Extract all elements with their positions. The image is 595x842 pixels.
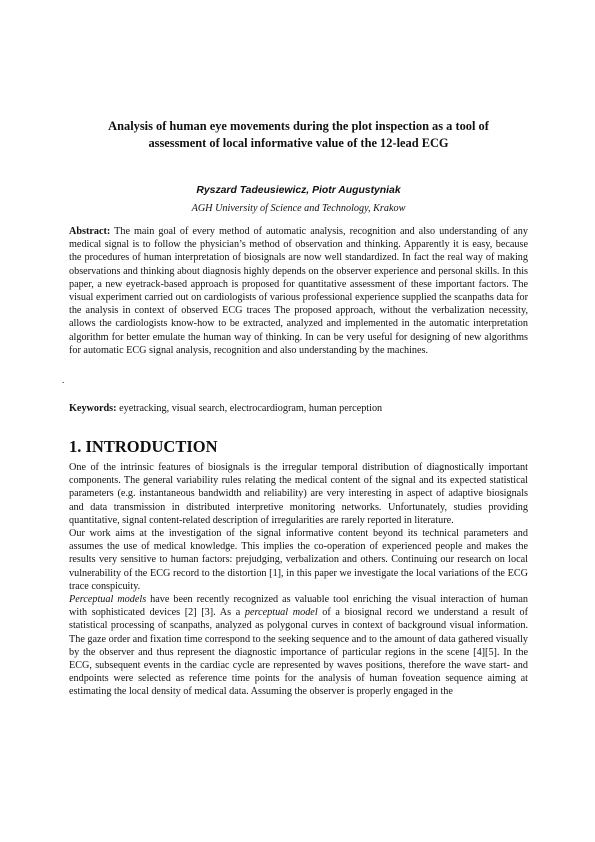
introduction-body — [69, 461, 528, 699]
paper-title-line-2: assessment of local informative value of the 12-lead ECG — [148, 136, 449, 150]
stray-mark: . — [62, 375, 65, 385]
abstract — [69, 225, 528, 357]
keywords-text: eyetracking, visual search, electrocardiogram, human perception — [119, 403, 383, 414]
paragraph-3-text-a: have been recently recognized as valuable tool enriching the visual interaction of human with sophisticated devices [2] [3]. As a — [69, 594, 528, 619]
paper-affiliation: AGH University of Science and Technology, Krakow — [191, 203, 406, 214]
paper-title-line-1: Analysis of human eye movements during the plot inspection as a tool of — [108, 119, 489, 133]
abstract-text: The main goal of every method of automatic analysis, recognition and also understanding of any medical signal is to follow the physician’s method of observation and thinking. Apparently it is easy, because the procedures of human interpretation of biosignals are now well standardized. In fact the real way of making observations and thinking about diagnosis highly depends on the observer experience and personal skills. In this paper, a new eyetrack-based approach is proposed for quantitative assessment of these important factors. The visual experiment carried out on cardiologists of various professional experience supplied the scanpaths data for the analysis in context of observed ECG traces The proposed approach, without the verbalization necessity, allows the cardiologists know-how to be extracted, analyzed and implemented in the automatic interpretation algorithm for better emulate the human way of thinking. In can be very useful for designing of new algorithms for automatic ECG signal analysis, recognition and also understanding by the machines. — [69, 226, 528, 356]
keywords-label: Keywords: — [69, 403, 117, 414]
perceptual-model-term: perceptual model — [244, 607, 318, 619]
perceptual-models-term: Perceptual models — [69, 594, 147, 606]
keywords — [69, 402, 528, 415]
section-heading-introduction: 1. INTRODUCTION — [69, 437, 218, 456]
paper-authors: Ryszard Tadeusiewicz, Piotr Augustyniak — [196, 185, 401, 196]
paper-title — [70, 118, 527, 152]
abstract-label: Abstract: — [69, 226, 111, 237]
introduction-paragraph-1: One of the intrinsic features of biosignals is the irregular temporal distribution of diagnostically important components. The general variability rules relating the medical content of the signal and its expected statistical parameters (e.g. instantaneous bandwidth and reliability) are very interesting in aspect of adaptive biosignals and data transmission in distributed interpretive monitoring networks. Unfortunately, studies providing quantitative, signal content-related description of irregularities are rarely reported in literature. — [69, 462, 528, 526]
paragraph-3-text-b: of a biosignal record we understand a result of statistical processing of scanpaths, analyzed as polygonal curves in context of background visual information. The gaze order and fixation time correspond to the seeking sequence and to the amount of data gathered visually by the observer and thus represent the diagnostic importance of particular regions in the scene [4][5]. In the ECG, subsequent events in the cardiac cycle are represented by waves positions, therefore the wave start- and endpoints were selected as reference time points for the analysis of human foveation sequence aiming at estimating the local density of medical data. Assuming the observer is properly engaged in the — [69, 607, 529, 698]
introduction-paragraph-2: Our work aims at the investigation of the signal informative content beyond its technical parameters and assumes the use of medical knowledge. This implies the co-operation of experienced people and makes the results very sensitive to human factors: prejudging, verbalization and others. Continuing our research on local vulnerability of the ECG record to the distortion [1], in this paper we investigate the local variations of the ECG trace conspicuity. — [69, 528, 528, 592]
introduction-paragraph-3 — [69, 593, 528, 699]
